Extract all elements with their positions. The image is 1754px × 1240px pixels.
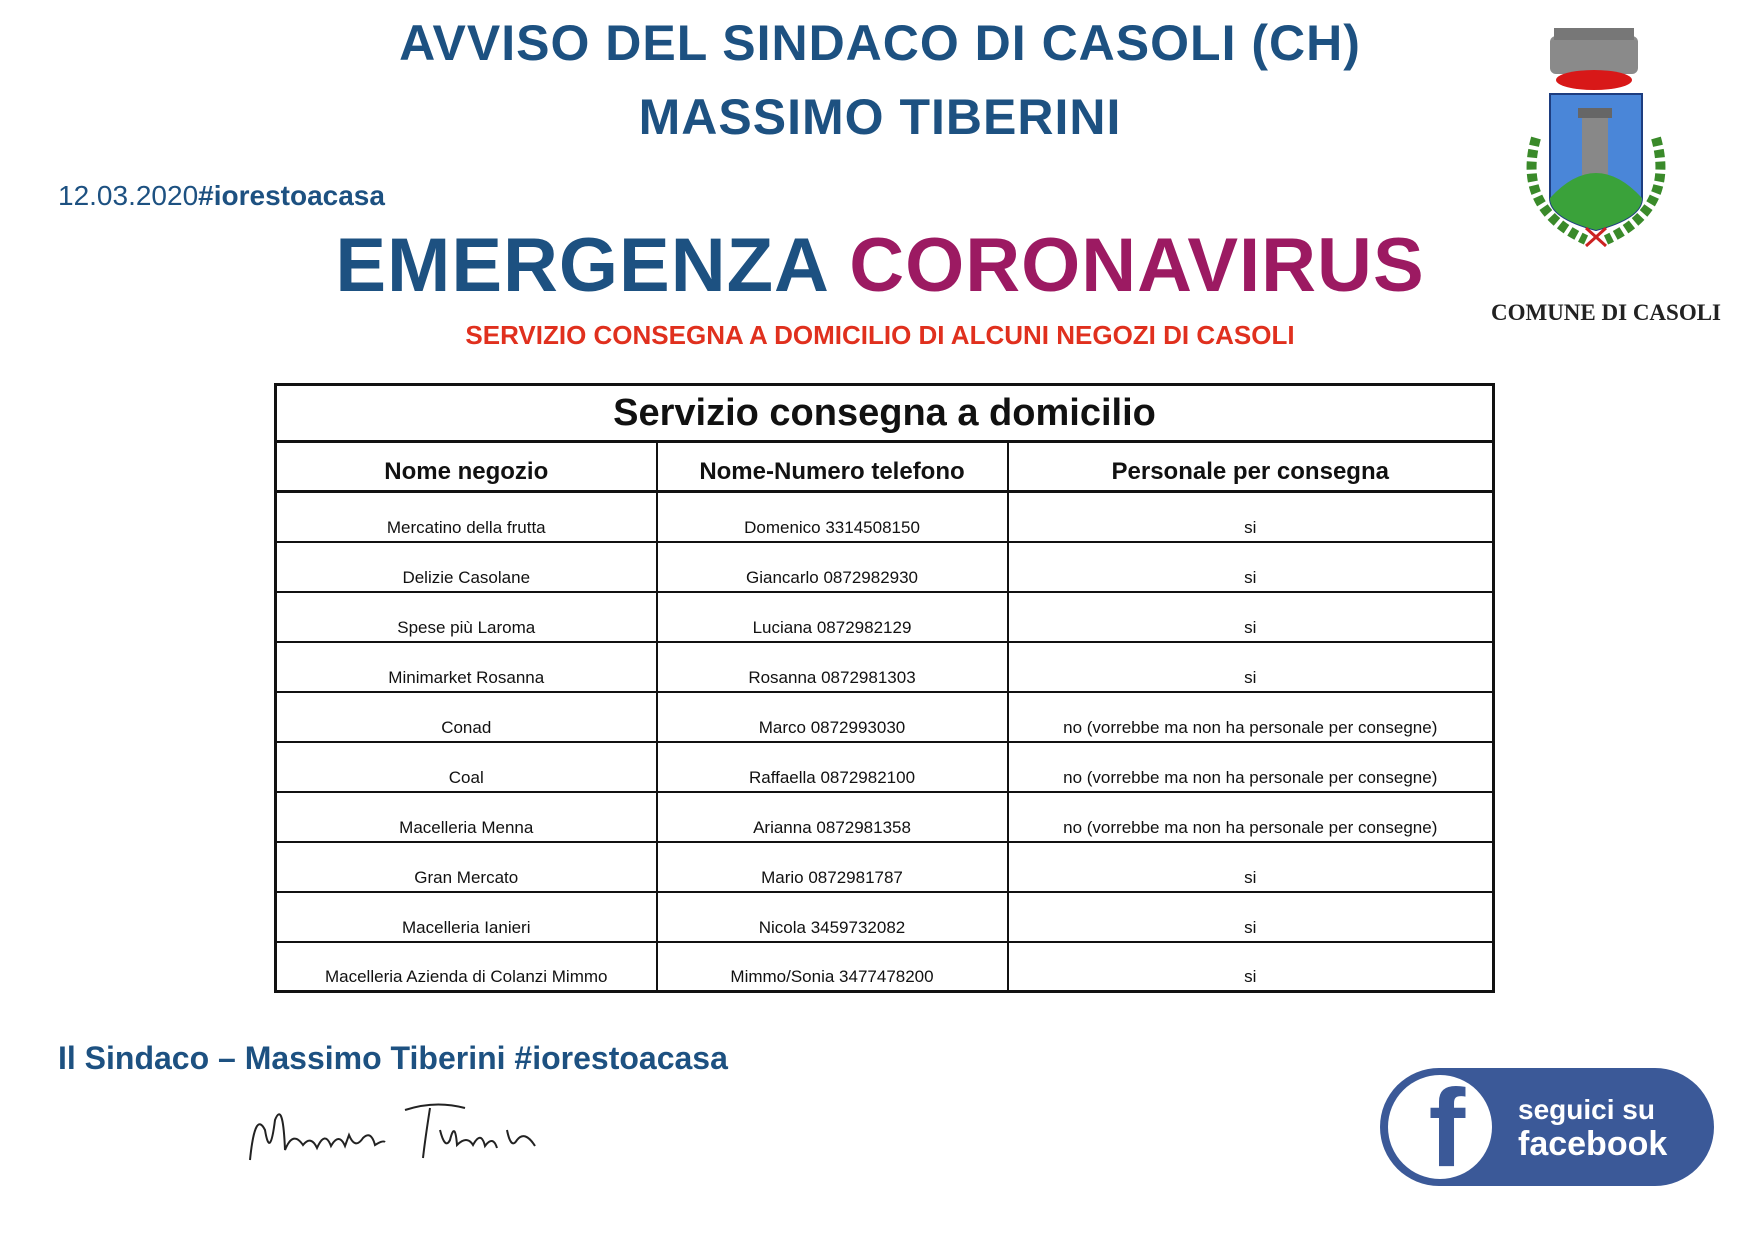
signature xyxy=(245,1090,545,1175)
subtitle: SERVIZIO CONSEGNA A DOMICILIO DI ALCUNI NEGOZI DI CASOLI xyxy=(465,320,1295,350)
notice-title: AVVISO DEL SINDACO DI CASOLI (CH) xyxy=(399,15,1361,71)
contact-phone: Luciana 0872982129 xyxy=(657,592,1008,642)
delivery-staff: no (vorrebbe ma non ha personale per consegne) xyxy=(1008,742,1494,792)
column-header: Nome-Numero telefono xyxy=(657,442,1008,492)
mayor-name: MASSIMO TIBERINI xyxy=(638,89,1122,145)
contact-phone: Arianna 0872981358 xyxy=(657,792,1008,842)
headline-emergenza: EMERGENZA xyxy=(335,223,828,308)
contact-phone: Rosanna 0872981303 xyxy=(657,642,1008,692)
table-row xyxy=(276,892,1494,942)
contact-phone: Marco 0872993030 xyxy=(657,692,1008,742)
contact-phone: Giancarlo 0872982930 xyxy=(657,542,1008,592)
shop-name: Spese più Laroma xyxy=(276,592,657,642)
shop-name: Macelleria Menna xyxy=(276,792,657,842)
table-row xyxy=(276,542,1494,592)
delivery-staff: si xyxy=(1008,942,1494,992)
delivery-staff: si xyxy=(1008,892,1494,942)
table-row xyxy=(276,842,1494,892)
shop-name: Mercatino della frutta xyxy=(276,492,657,542)
table-row xyxy=(276,592,1494,642)
headline xyxy=(0,222,1754,309)
coat-of-arms-icon xyxy=(1506,28,1697,263)
comune-label: COMUNE DI CASOLI xyxy=(1490,300,1722,325)
table-row xyxy=(276,642,1494,692)
delivery-staff: si xyxy=(1008,592,1494,642)
table-title: Servizio consegna a domicilio xyxy=(276,385,1494,442)
shop-name: Macelleria Azienda di Colanzi Mimmo xyxy=(276,942,657,992)
facebook-label-2: facebook xyxy=(1518,1125,1668,1163)
contact-phone: Domenico 3314508150 xyxy=(657,492,1008,542)
shop-name: Macelleria Ianieri xyxy=(276,892,657,942)
table-row xyxy=(276,692,1494,742)
table-row xyxy=(276,792,1494,842)
date-line xyxy=(58,180,385,212)
shop-name: Delizie Casolane xyxy=(276,542,657,592)
delivery-staff: no (vorrebbe ma non ha personale per consegne) xyxy=(1008,792,1494,842)
footer-signoff: Il Sindaco – Massimo Tiberini #iorestoacasa xyxy=(58,1040,728,1076)
contact-phone: Mario 0872981787 xyxy=(657,842,1008,892)
table-row xyxy=(276,942,1494,992)
column-header: Personale per consegna xyxy=(1008,442,1494,492)
facebook-label-1: seguici su xyxy=(1518,1094,1655,1125)
delivery-staff: si xyxy=(1008,842,1494,892)
delivery-staff: si xyxy=(1008,542,1494,592)
contact-phone: Mimmo/Sonia 3477478200 xyxy=(657,942,1008,992)
date: 12.03.2020 xyxy=(58,180,199,211)
shop-name: Gran Mercato xyxy=(276,842,657,892)
shop-name: Coal xyxy=(276,742,657,792)
delivery-staff: no (vorrebbe ma non ha personale per consegne) xyxy=(1008,692,1494,742)
shop-name: Conad xyxy=(276,692,657,742)
column-header: Nome negozio xyxy=(276,442,657,492)
table-row xyxy=(276,742,1494,792)
headline-coronavirus: CORONAVIRUS xyxy=(849,223,1425,308)
shop-name: Minimarket Rosanna xyxy=(276,642,657,692)
delivery-staff: si xyxy=(1008,492,1494,542)
facebook-icon: f xyxy=(1388,1075,1492,1179)
delivery-staff: si xyxy=(1008,642,1494,692)
facebook-follow-badge[interactable] xyxy=(1380,1068,1714,1186)
contact-phone: Nicola 3459732082 xyxy=(657,892,1008,942)
hashtag: #iorestoacasa xyxy=(198,180,385,211)
delivery-table xyxy=(274,383,1495,993)
table-row xyxy=(276,492,1494,542)
contact-phone: Raffaella 0872982100 xyxy=(657,742,1008,792)
